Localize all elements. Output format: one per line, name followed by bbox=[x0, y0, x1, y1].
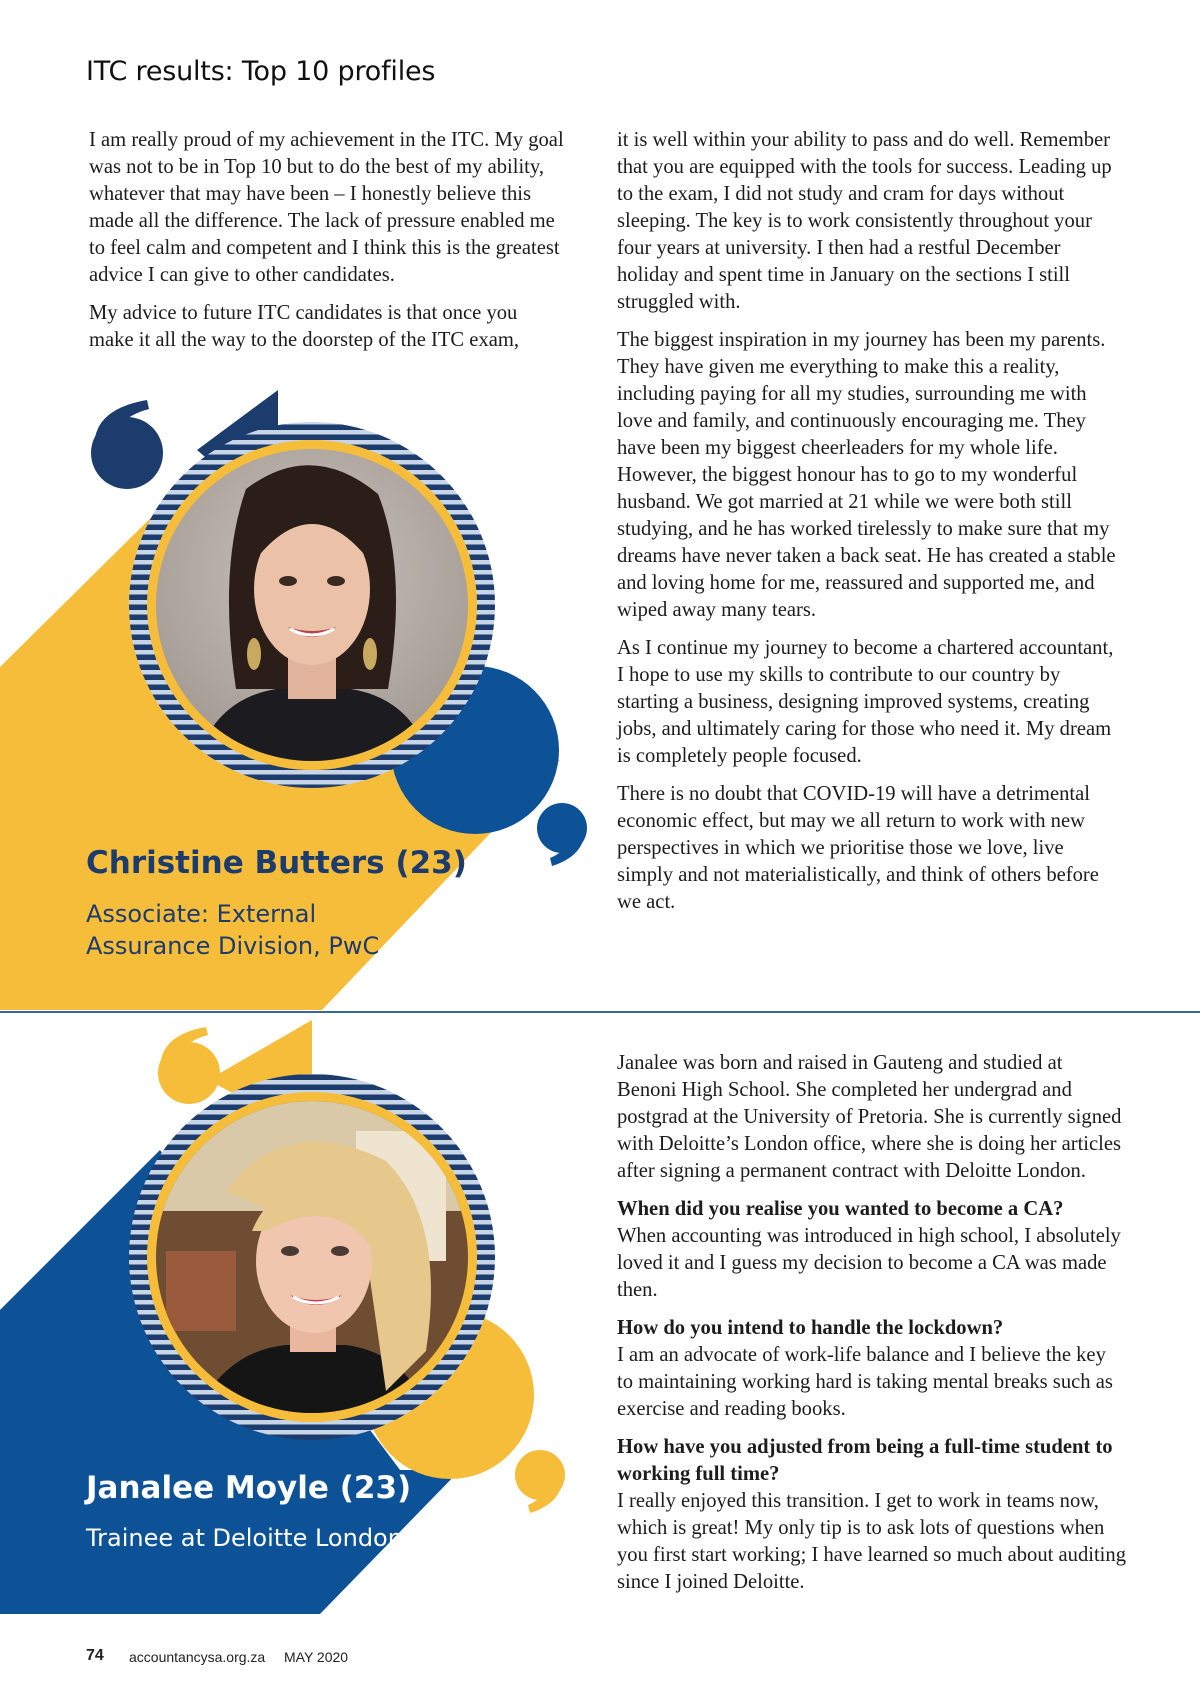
answer: I am an advocate of work-life balance and I believe the key to maintaining working hard is taking mental breaks such as exercise and reading books. bbox=[617, 1344, 1113, 1420]
paragraph: I am really proud of my achievement in the ITC. My goal was not to be in Top 10 but to do the best of my ability, whatever that may have been – I honestly believe this made all the difference. The lack of pressure enabled me to feel calm and competent and I think this is the greatest advice I can give to other candidates. bbox=[89, 129, 564, 286]
question: How have you adjusted from being a full-time student to working full time? bbox=[617, 1436, 1113, 1485]
paragraph: Janalee was born and raised in Gauteng and studied at Benoni High School. She completed her undergrad and postgrad at the University of Pretoria. She is currently signed with Deloitte’s London office, where she is doing her articles after signing a permanent contract with Deloitte London. bbox=[617, 1052, 1122, 1182]
section-divider bbox=[0, 1011, 1200, 1013]
footer-issue: MAY 2020 bbox=[284, 1649, 349, 1665]
profile1-role-line1: Associate: External bbox=[86, 900, 317, 928]
paragraph: My advice to future ITC candidates is that once you make it all the way to the doorstep of the ITC exam, bbox=[89, 302, 520, 351]
profile-photo-janalee bbox=[156, 1101, 468, 1413]
page-title: ITC results: Top 10 profiles bbox=[86, 56, 436, 87]
paragraph: The biggest inspiration in my journey has been my parents. They have given me everything to make this a reality, including paying for all my studies, surrounding me with love and family, and continuously encouraging me. They have been my biggest cheerleaders for my whole life. However, the biggest honour has to go to my wonderful husband. We got married at 21 while we were both still studying, and he has worked tirelessly to make sure that my dreams have never taken a back seat. He has created a stable and loving home for me, reassured and supported me, and wiped away many tears. bbox=[617, 329, 1116, 621]
answer: When accounting was introduced in high school, I absolutely loved it and I guess my decision to become a CA was made then. bbox=[617, 1225, 1121, 1301]
paragraph: it is well within your ability to pass and do well. Remember that you are equipped with the tools for success. Leading up to the exam, I did not study and cram for days without sleeping. The key is to work consistently throughout your four years at university. I then had a restful December holiday and spent time in January on the sections I still struggled with. bbox=[617, 129, 1112, 313]
quote-open-icon-2 bbox=[158, 1027, 220, 1104]
quote-close-icon-2 bbox=[515, 1450, 565, 1513]
profile1-right-column bbox=[617, 127, 1119, 927]
profile1-left-column bbox=[89, 127, 564, 365]
profile2-role: Trainee at Deloitte London bbox=[86, 1524, 403, 1552]
quote-close-icon-1 bbox=[537, 803, 587, 866]
paragraph: There is no doubt that COVID-19 will have a detrimental economic effect, but may we all return to work with new perspectives in which we prioritise those we love, live simply and not materialistically, and think of others before we act. bbox=[617, 783, 1099, 913]
profile1-name: Christine Butters (23) bbox=[86, 845, 467, 881]
profile-photo-christine bbox=[156, 449, 468, 761]
answer: I really enjoyed this transition. I get to work in teams now, which is great! My only tip is to ask lots of questions when you first start working; I have learned so much about auditing since I joined Deloitte. bbox=[617, 1490, 1127, 1593]
question: How do you intend to handle the lockdown? bbox=[617, 1317, 1004, 1339]
footer-site: accountancysa.org.za bbox=[129, 1649, 266, 1665]
profile2-right-column bbox=[617, 1050, 1127, 1607]
quote-open-icon-1 bbox=[91, 400, 163, 489]
question: When did you realise you wanted to become a CA? bbox=[617, 1198, 1064, 1220]
page-number: 74 bbox=[86, 1647, 104, 1664]
profile1-role bbox=[86, 898, 379, 962]
paragraph: As I continue my journey to become a chartered accountant, I hope to use my skills to contribute to our country by starting a business, designing improved systems, creating jobs, and ultimately caring for those who need it. My dream is completely people focused. bbox=[617, 637, 1114, 767]
profile2-name: Janalee Moyle (23) bbox=[86, 1470, 412, 1506]
profile1-role-line2: Assurance Division, PwC bbox=[86, 932, 380, 960]
